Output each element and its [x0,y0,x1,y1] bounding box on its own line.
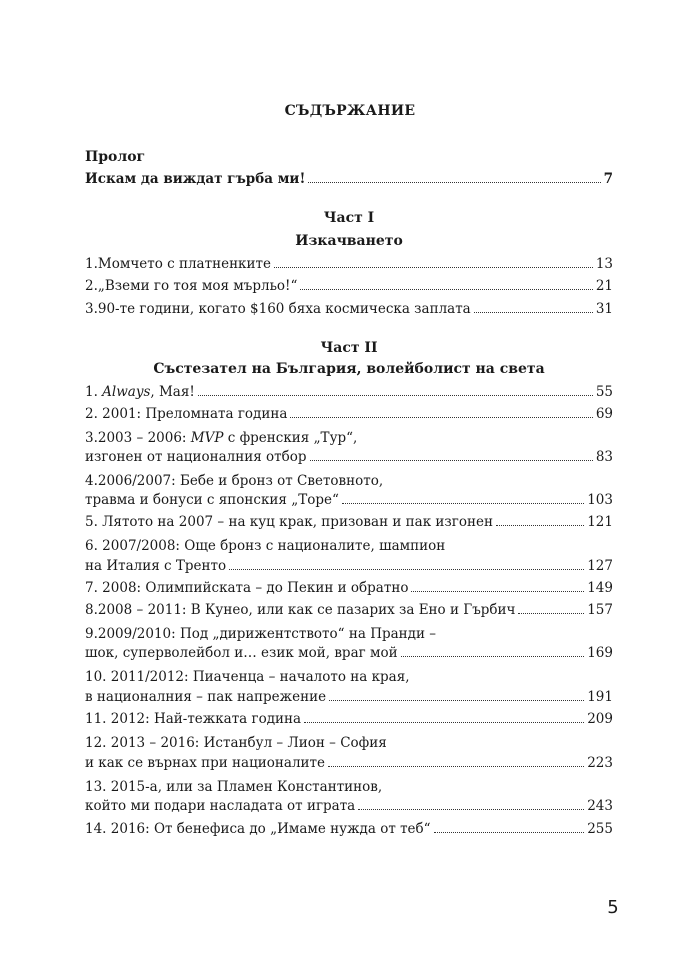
toc-entry-title: в националния – пак напрежение [85,689,327,705]
toc-entry-title: 11. 2012: Най-тежката година [85,711,302,727]
part2-title: Състезател на България, волейболист на света [153,361,545,377]
toc-entry-line1: 13. 2015-а, или за Пламен Константинов, [85,779,383,795]
toc-entry[interactable] [85,555,613,575]
toc-entry-line1: 10. 2011/2012: Пиаченца – началото на края, [85,669,410,685]
dot-leader [496,525,584,526]
toc-entry-title: 8.2008 – 2011: В Кунео, или как се пазарих за Ено и Гърбич [85,602,516,618]
prologue-heading: Пролог [85,149,146,165]
toc-entry-page: 149 [587,580,613,596]
dot-leader [290,417,592,418]
dot-leader [358,809,584,810]
toc-entry-title: 5. Лятото на 2007 – на куц крак, призован и пак изгонен [85,514,493,530]
toc-entry[interactable] [85,818,613,838]
toc-entry-title: шок, суперволейбол и… език мой, враг мой [85,645,398,661]
toc-entry-page: 223 [587,755,613,771]
toc-entry-title: 2.„Вземи го тоя моя мърльо!“ [85,278,298,294]
toc-entry[interactable] [85,577,613,597]
toc-entry[interactable] [85,446,613,466]
toc-entry-line1: 12. 2013 – 2016: Истанбул – Лион – София [85,735,387,751]
dot-leader [518,613,584,614]
toc-entry[interactable] [85,298,613,318]
toc-entry-title: 1.Момчето с платненките [85,256,271,272]
entry-title-rest: с френския „Тур“, [223,430,358,446]
entry-title-rest: , Мая! [150,384,195,400]
dot-leader [401,656,585,657]
toc-entry-page: 191 [587,689,613,705]
part2-label: Част II [320,340,378,356]
dot-leader [329,700,584,701]
toc-entry-page: 121 [587,514,613,530]
part1-label: Част I [323,210,375,226]
toc-entry-title: на Италия с Тренто [85,558,227,574]
toc-entry-title: травма и бонуси с японския „Торе“ [85,492,339,508]
toc-entry[interactable] [85,403,613,423]
toc-entry-title: 3.90-те години, когато $160 бяха космическа заплата [85,301,471,317]
toc-entry-page: 103 [587,492,613,508]
toc-entry-page: 243 [587,798,613,814]
toc-entry-page: 7 [603,171,613,187]
toc-entry[interactable] [85,795,613,815]
dot-leader [198,395,593,396]
toc-entry-line1: 6. 2007/2008: Още бронз с националите, шампион [85,538,446,554]
toc-entry-line1 [85,429,357,447]
toc-entry-prologue[interactable] [85,168,613,188]
dot-leader [300,289,592,290]
toc-entry-line1: 9.2009/2010: Под „дирижентството“ на Пранди – [85,626,436,642]
dot-leader [310,460,593,461]
toc-entry-page: 21 [595,278,613,294]
toc-entry-page: 83 [595,449,613,465]
toc-entry-title: 7. 2008: Олимпийската – до Пекин и обратно [85,580,409,596]
part1-title: Изкачването [295,233,403,249]
toc-entry[interactable] [85,511,613,531]
toc-entry[interactable] [85,599,613,619]
toc-entry-title: който ми подари насладата от играта [85,798,356,814]
dot-leader [304,722,584,723]
page-number: 5 [607,897,619,918]
toc-entry[interactable] [85,275,613,295]
dot-leader [274,267,593,268]
dot-leader [474,312,593,313]
toc-entry[interactable] [85,686,613,706]
toc-entry-page: 69 [595,406,613,422]
entry-title-italic: MVP [190,430,224,446]
entry-prefix: 3.2003 – 2006: [85,430,191,446]
dot-leader [328,766,584,767]
toc-entry-title: Искам да виждат гърба ми! [85,171,306,187]
toc-entry[interactable] [85,708,613,728]
toc-entry[interactable] [85,381,613,401]
toc-entry-title: 2. 2001: Преломната година [85,406,288,422]
toc-entry-page: 157 [587,602,613,618]
entry-number: 1. [85,384,103,400]
page-title: СЪДЪРЖАНИЕ [284,103,416,119]
dot-leader [342,503,584,504]
toc-entry[interactable] [85,489,613,509]
toc-entry-title: изгонен от националния отбор [85,449,307,465]
toc-entry-page: 127 [587,558,613,574]
toc-entry-page: 255 [587,821,613,837]
dot-leader [411,591,584,592]
entry-title-italic: Always [102,384,151,400]
toc-entry[interactable] [85,253,613,273]
dot-leader [229,569,584,570]
toc-entry-page: 31 [595,301,613,317]
dot-leader [308,182,600,183]
toc-entry-page: 209 [587,711,613,727]
toc-entry-title: и как се върнах при националите [85,755,325,771]
toc-entry-page: 55 [595,384,613,400]
toc-entry-title [85,383,195,401]
toc-entry[interactable] [85,642,613,662]
toc-entry[interactable] [85,752,613,772]
toc-entry-line1: 4.2006/2007: Бебе и бронз от Световното, [85,473,384,489]
toc-entry-page: 169 [587,645,613,661]
toc-entry-title: 14. 2016: От бенефиса до „Имаме нужда от теб“ [85,821,431,837]
toc-entry-page: 13 [595,256,613,272]
dot-leader [434,832,585,833]
